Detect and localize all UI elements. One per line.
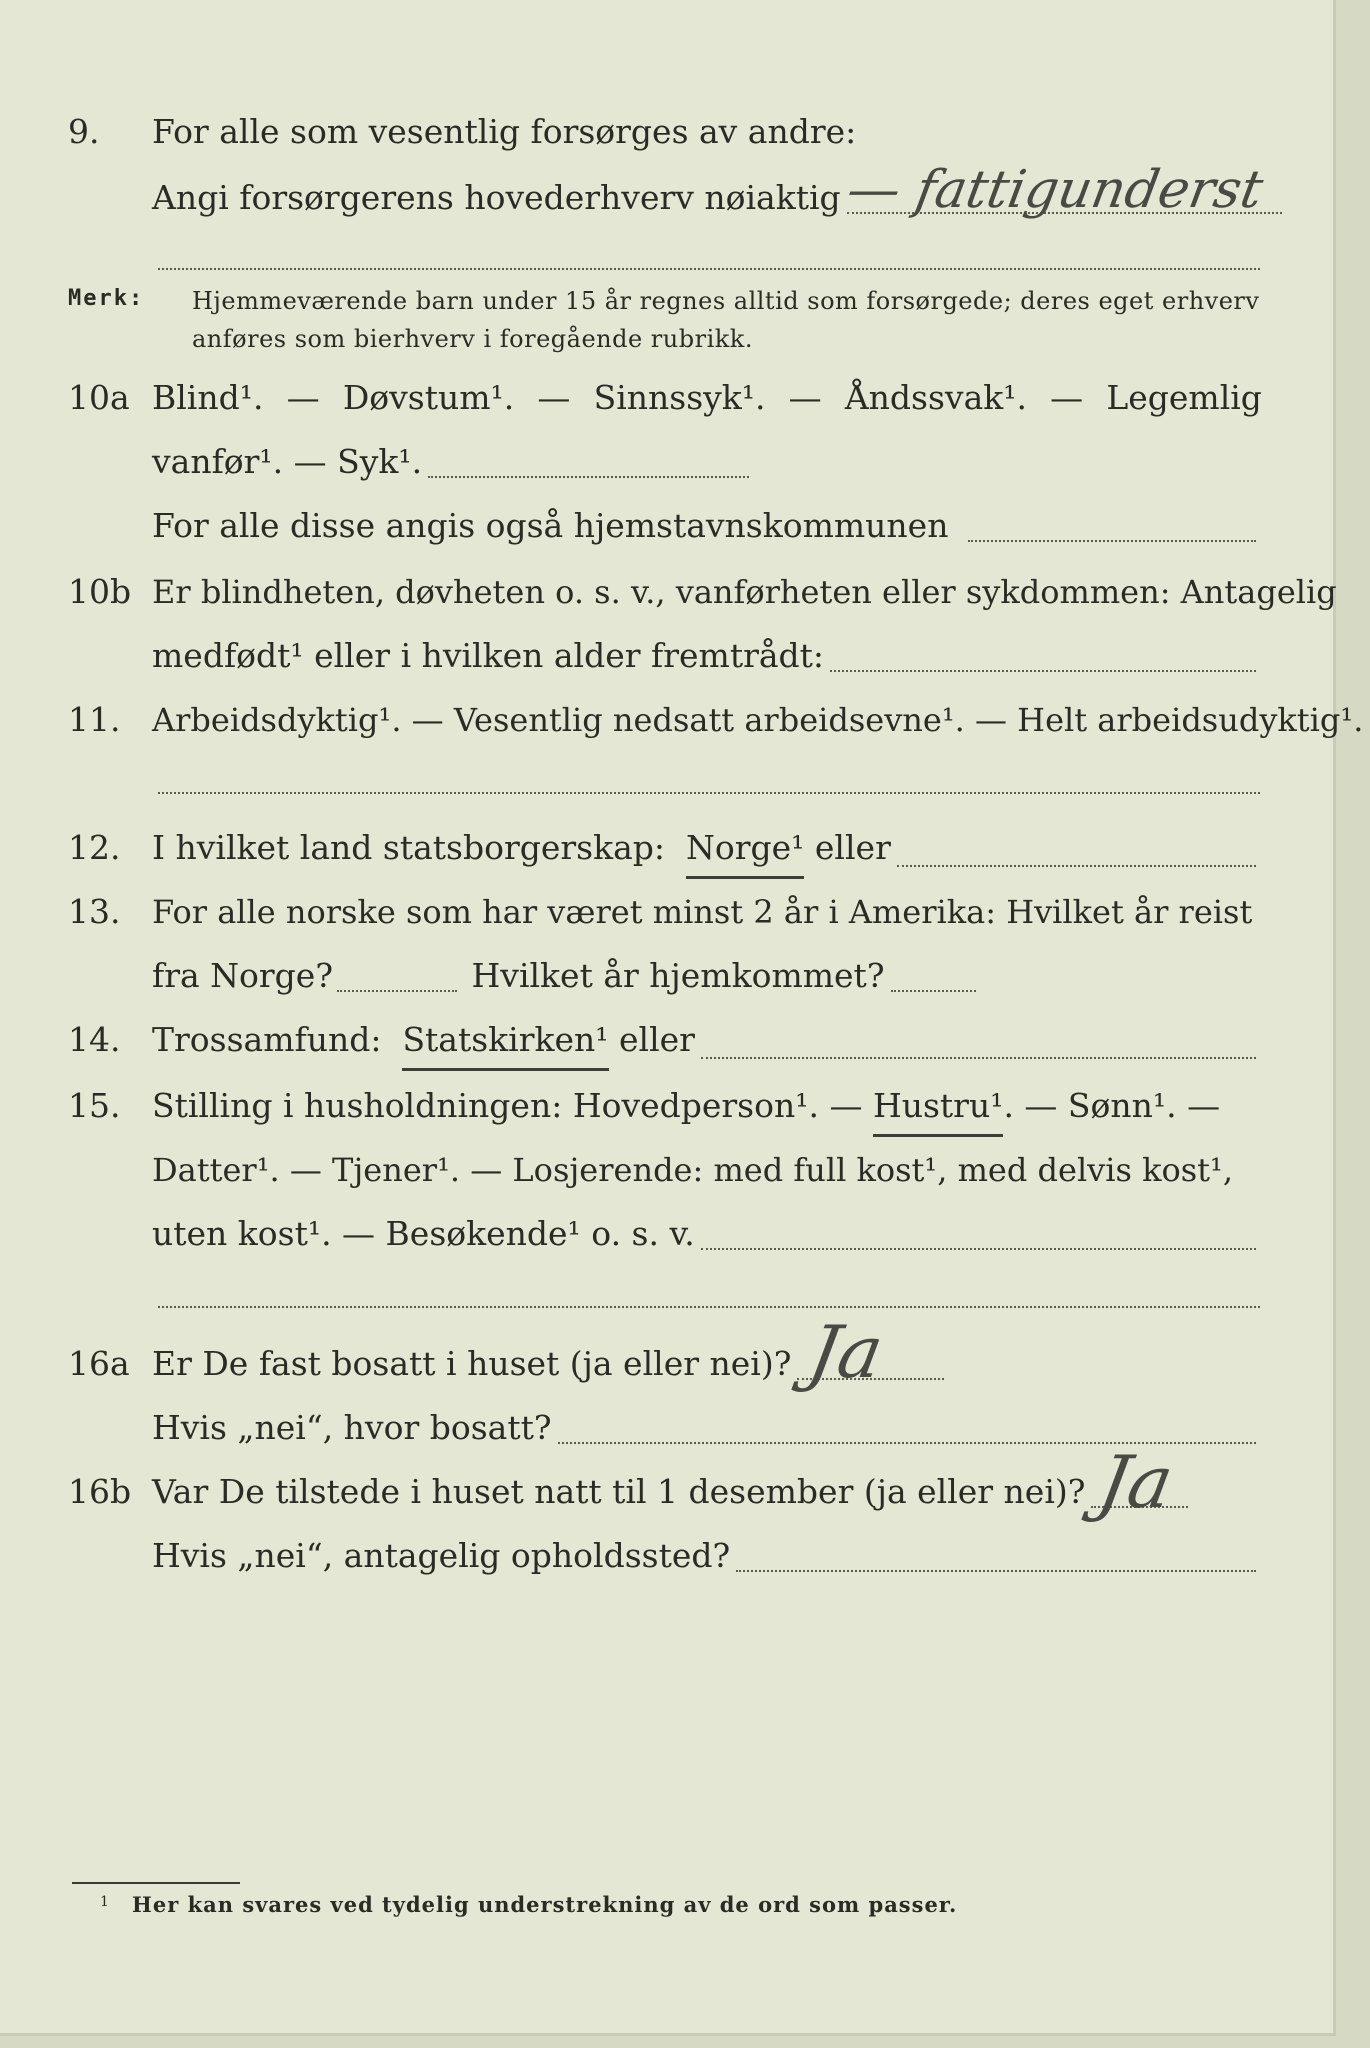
footnote-text: Her kan svares ved tydelig understrekning av de ord som passer.: [132, 1892, 958, 1917]
q16b-line-1: Var De tilstede i huset natt til 1 desember (ja eller nei)?: [152, 1472, 1086, 1511]
q11-rule: [158, 792, 1260, 794]
q10a-separator: —: [788, 378, 822, 417]
q14-row: [0, 1012, 1370, 1068]
q12-number: 12.: [68, 828, 121, 867]
q11-line-1: Arbeidsdyktig¹. — Vesentlig nedsatt arbeidsevne¹. — Helt arbeidsudyktig¹.: [152, 701, 1364, 739]
q13-hjemkommet-label: Hvilket år hjemkommet?: [471, 956, 885, 995]
q12-prefix: I hvilket land statsborgerskap:: [152, 828, 666, 867]
q10a-number: 10a: [68, 378, 130, 417]
q12-answer-line[interactable]: [897, 863, 1256, 867]
q13-hjemkommet-line[interactable]: [891, 988, 976, 992]
q9-line-2: Angi forsørgerens hovederhverv nøiaktig: [152, 178, 841, 217]
q9-rule: [158, 268, 1260, 270]
q14-statskirken-underlined: Statskirken¹: [402, 1012, 608, 1071]
merk-label: Merk:: [68, 286, 145, 311]
q15-hustru-underlined: Hustru¹: [873, 1078, 1004, 1137]
q15-line-3: uten kost¹. — Besøkende¹ o. s. v.: [152, 1214, 695, 1253]
q10b-row-1: [0, 564, 1370, 620]
merk-text: Hjemmeværende barn under 15 år regnes alltid som forsørgede; deres eget erhverv anføres som bierhverv i foregående rubrikk.: [192, 287, 1260, 353]
q10a-separator: —: [286, 378, 320, 417]
q15-line-1a: Stilling i husholdningen: Hovedperson¹. —: [152, 1086, 863, 1125]
q10a-row-2: [0, 434, 1370, 490]
q15-number: 15.: [68, 1086, 121, 1125]
q13-row-2: [0, 948, 1370, 1004]
q14-suffix: eller: [619, 1020, 695, 1059]
q15-line-2: Datter¹. — Tjener¹. — Losjerende: med full kost¹, med delvis kost¹,: [152, 1151, 1234, 1189]
footnote-mark: 1: [100, 1894, 109, 1910]
q10b-answer-line[interactable]: [830, 668, 1256, 672]
q13-row-1: [0, 884, 1370, 940]
q10a-option: Åndssvak¹.: [844, 378, 1027, 417]
q10a-kommune-line[interactable]: [968, 538, 1256, 542]
q14-prefix: Trossamfund:: [152, 1020, 382, 1059]
q14-number: 14.: [68, 1020, 121, 1059]
q15-row-1: [0, 1078, 1370, 1134]
q9-line-1: For alle som vesentlig forsørges av andre:: [152, 112, 857, 151]
q16a-row-1: [0, 1336, 1370, 1392]
q16a-line-2: Hvis „nei“, hvor bosatt?: [152, 1408, 552, 1447]
q13-line-1: For alle norske som har været minst 2 år i Amerika: Hvilket år reist: [152, 893, 1253, 931]
q10a-row-1: [0, 370, 1370, 426]
q10a-option: Sinnssyk¹.: [593, 378, 766, 417]
q12-suffix: eller: [814, 828, 891, 867]
q10a-separator: —: [537, 378, 571, 417]
q10a-option: Blind¹.: [152, 378, 264, 417]
q16b-opholdssted-line[interactable]: [736, 1568, 1256, 1572]
q10a-option: Legemlig: [1106, 378, 1262, 417]
q10a-line-2: vanfør¹. — Syk¹.: [152, 442, 423, 481]
q10b-row-2: [0, 628, 1370, 684]
q15-row-3: [0, 1206, 1370, 1262]
q13-reist-label: fra Norge?: [152, 956, 334, 995]
q16b-row-2: [0, 1528, 1370, 1584]
q15-row-2: [0, 1142, 1370, 1198]
q16b-handwritten-answer: Ja: [1092, 1440, 1180, 1524]
q9-row-1: [0, 104, 1370, 160]
q16a-line-1: Er De fast bosatt i huset (ja eller nei)?: [152, 1344, 792, 1383]
q15-answer-line[interactable]: [701, 1246, 1256, 1250]
q15-rule: [158, 1306, 1260, 1308]
q10b-line-2: medfødt¹ eller i hvilken alder fremtrådt:: [152, 636, 825, 675]
q10a-options: [152, 370, 1262, 426]
q16a-handwritten-answer: Ja: [802, 1310, 890, 1394]
q9-number: 9.: [68, 112, 100, 151]
q15-line-1b: . — Sønn¹. —: [1003, 1086, 1221, 1125]
q16b-line-2: Hvis „nei“, antagelig opholdssted?: [152, 1536, 731, 1575]
q12-norge-underlined: Norge¹: [686, 820, 804, 879]
q13-reist-line[interactable]: [337, 988, 457, 992]
q10a-syk-line[interactable]: [428, 474, 749, 478]
q12-row: [0, 820, 1370, 876]
q10a-option: Døvstum¹.: [342, 378, 515, 417]
q16a-number: 16a: [68, 1344, 130, 1383]
q11-number: 11.: [68, 700, 121, 739]
q9-handwritten-answer: — fattigunderst: [842, 160, 1268, 220]
q10a-line-3: For alle disse angis også hjemstavnskommunen: [152, 506, 949, 545]
q14-answer-line[interactable]: [701, 1055, 1256, 1059]
q11-row: [0, 692, 1370, 748]
q10b-line-1: Er blindheten, døvheten o. s. v., vanførheten eller sykdommen: Antagelig: [152, 573, 1337, 611]
q10a-separator: —: [1050, 378, 1084, 417]
footnote-rule: [72, 1882, 240, 1884]
q16b-number: 16b: [68, 1472, 132, 1511]
q10a-row-3: [0, 498, 1370, 554]
q10b-number: 10b: [68, 572, 132, 611]
q13-number: 13.: [68, 892, 121, 931]
